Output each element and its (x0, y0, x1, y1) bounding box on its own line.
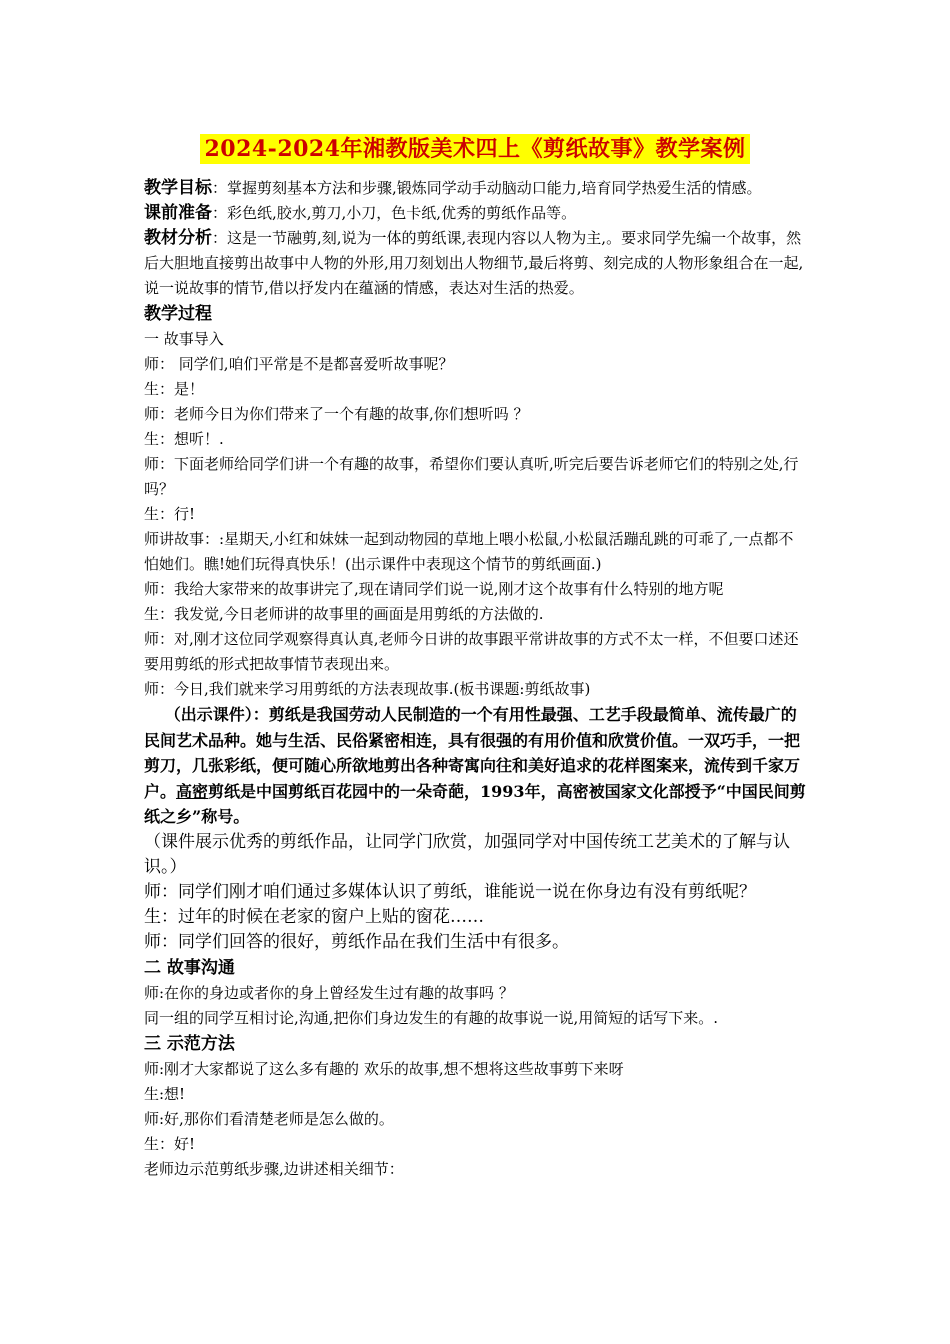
preparation-label: 课前准备 (144, 203, 212, 223)
dialogue-line-large: 师：同学们回答的很好，剪纸作品在我们生活中有很多。 (144, 931, 569, 952)
title-wrap (0, 134, 950, 164)
gaomi-underlined: 高密 (176, 781, 209, 801)
dialogue-line: 师:在你的身边或者你的身上曾经发生过有趣的故事吗 ？ (144, 983, 514, 1002)
section1-heading: 一 故事导入 (144, 330, 224, 348)
process-heading: 教学过程 (144, 304, 212, 324)
analysis-text: ：这是一节融剪,刻,说为一体的剪纸课,表现内容以人物为主,。要求同学先编一个故事，然后大胆地直接剪出故事中人物的外形,用刀刻划出人物细节,最后将剪、刻完成的人物形象组合在一起,说一说故事的情节,借以抒发内在蕴涵的情感，表达对生活的热爱。 (144, 229, 804, 297)
dialogue-line: 生：是！ (144, 380, 205, 398)
objectives-label: 教学目标 (144, 178, 212, 198)
dialogue-line: 师： 同学们,咱们平常是不是都喜爱听故事呢？ (144, 355, 454, 373)
dialogue-line: 师：我给大家带来的故事讲完了,现在请同学们说一说,刚才这个故事有什么特别的地方呢 (144, 580, 724, 598)
dialogue-line: 老师边示范剪纸步骤,边讲述相关细节： (144, 1159, 404, 1178)
dialogue-line-large: 生：过年的时候在老家的窗户上贴的窗花…… (144, 906, 484, 927)
preparation-text: ：彩色纸,胶水,剪刀,小刀，色卡纸,优秀的剪纸作品等。 (212, 204, 577, 222)
dialogue-line: 生：好! (144, 1134, 196, 1153)
document-body (144, 176, 808, 1182)
dialogue-line: 师:好,那你们看清楚老师是怎么做的。 (144, 1109, 394, 1128)
preparation-paragraph (144, 201, 808, 226)
dialogue-line: 师：下面老师给同学们讲一个有趣的故事，希望你们要认真听,听完后要告诉老师它们的特别之处,行吗？ (144, 455, 799, 498)
objectives-paragraph (144, 176, 808, 201)
courseware-text-before: （出示课件）：剪纸是我国劳动人民制造的一个有用性最强、工艺手段最简单、流传最广的民间艺术品种。她与生活、民俗紧密相连，具有很强的有用价值和欣赏价值。一双巧手，一把剪刀，几张彩纸，便可随心所欲地剪出各种寄寓向往和美好追求的花样图案来，流传到千家万户。 (144, 705, 801, 801)
document-title: 2024-2024年湘教版美术四上《剪纸故事》教学案例 (200, 134, 749, 164)
dialogue-line: 生：我发觉,今日老师讲的故事里的画面是用剪纸的方法做的. (144, 605, 544, 623)
dialogue-line: 师：今日,我们就来学习用剪纸的方法表现故事.(板书课题:剪纸故事) (144, 680, 591, 698)
dialogue-line-large: 师：同学们刚才咱们通过多媒体认识了剪纸，谁能说一说在你身边有没有剪纸呢？ (144, 881, 756, 902)
dialogue-line: 生：行! (144, 505, 196, 523)
courseware-text-after: 剪纸是中国剪纸百花园中的一朵奇葩，1993年，高密被国家文化部授予“中国民间剪纸之乡”称号。 (144, 781, 806, 826)
dialogue-line-large: （课件展示优秀的剪纸作品，让同学门欣赏，加强同学对中国传统工艺美术的了解与认识。） (144, 831, 790, 877)
section2-heading: 二 故事沟通 (144, 957, 235, 978)
dialogue-line: 同一组的同学互相讨论,沟通,把你们身边发生的有趣的故事说一说,用简短的话写下来。. (144, 1008, 719, 1027)
section3-heading: 三 示范方法 (144, 1033, 235, 1054)
dialogue-line: 师：对,刚才这位同学观察得真认真,老师今日讲的故事跟平常讲故事的方式不太一样，不但要口述还要用剪纸的形式把故事情节表现出来。 (144, 630, 799, 673)
dialogue-line: 生:想! (144, 1084, 186, 1103)
dialogue-line: 生：想听！. (144, 430, 224, 448)
dialogue-line: 师：老师今日为你们带来了一个有趣的故事,你们想听吗 ？ (144, 405, 529, 423)
courseware-paragraph (144, 702, 808, 830)
analysis-paragraph (144, 226, 808, 301)
analysis-label: 教材分析 (144, 228, 212, 248)
dialogue-line: 师讲故事：:星期天,小红和妹妹一起到动物园的草地上喂小松鼠,小松鼠活蹦乱跳的可乖了,一点都不怕她们。瞧!她们玩得真快乐！(出示课件中表现这个情节的剪纸画面.) (144, 530, 794, 573)
objectives-text: ：掌握剪刻基本方法和步骤,锻炼同学动手动脑动口能力,培育同学热爱生活的情感。 (212, 179, 762, 197)
dialogue-line: 师:刚才大家都说了这么多有趣的 欢乐的故事,想不想将这些故事剪下来呀 (144, 1059, 624, 1078)
